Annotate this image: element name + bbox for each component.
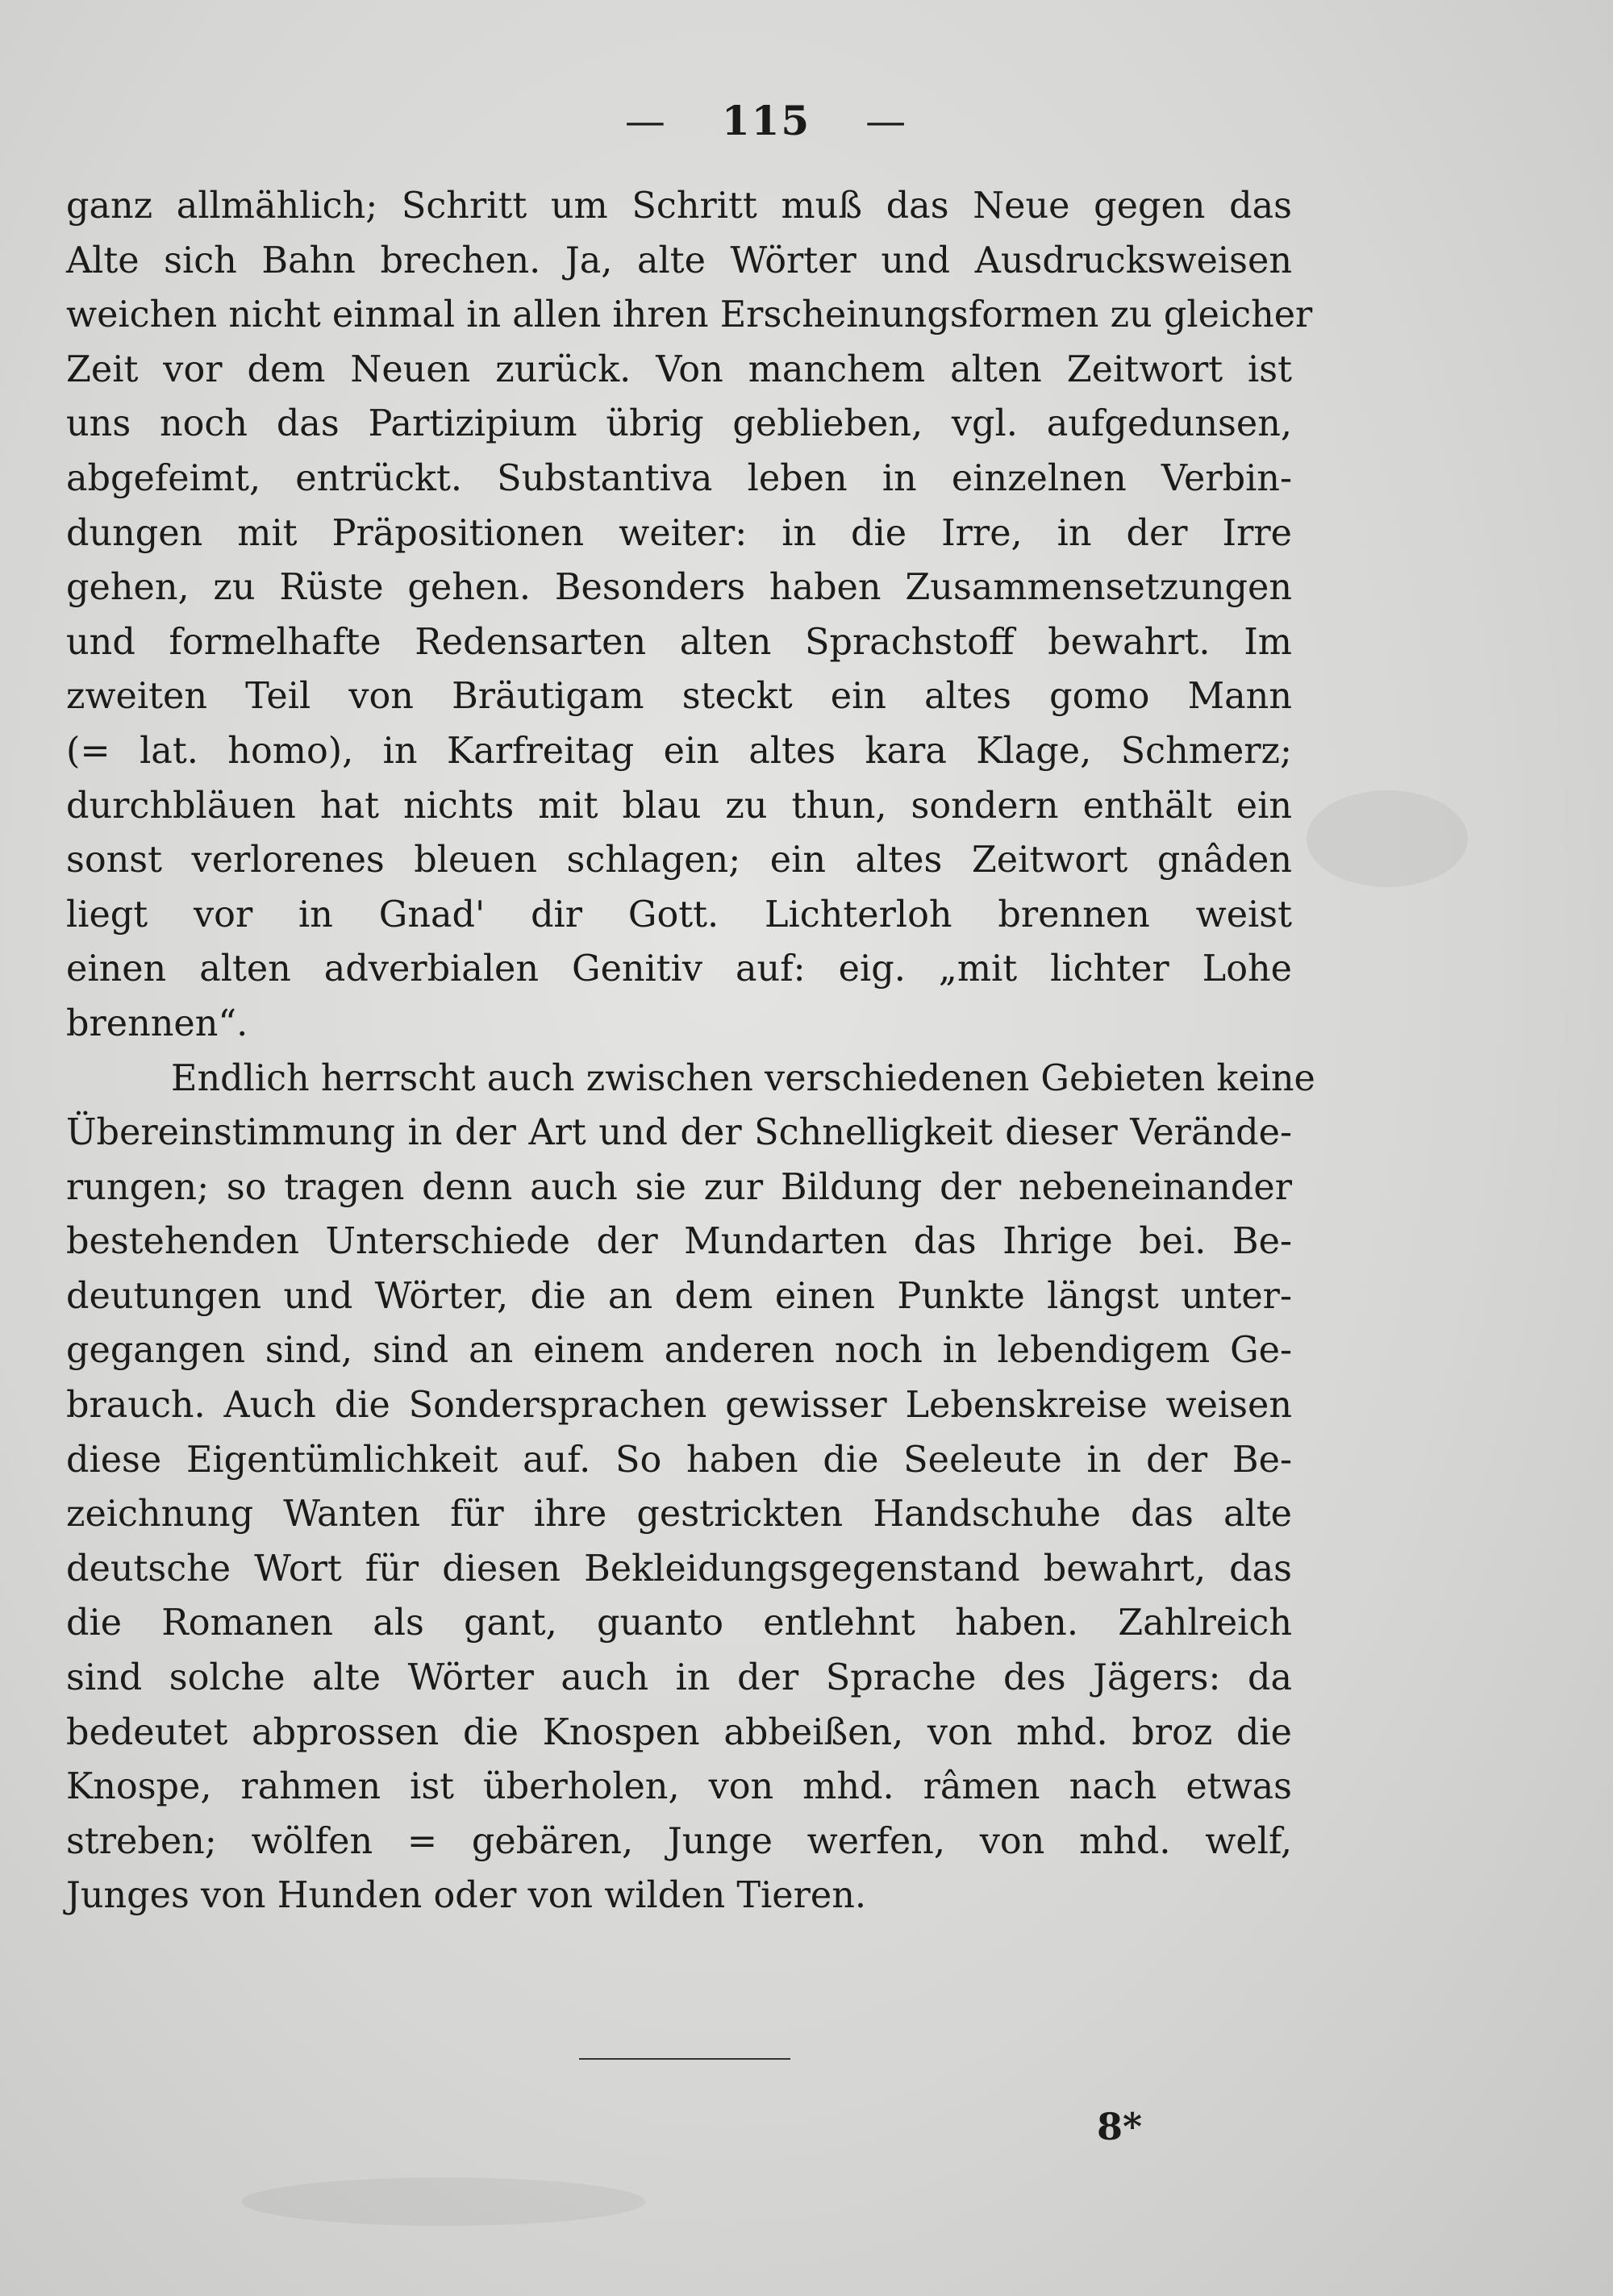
text-line: deutungen und Wörter, die an dem einen Punkte längst unter- xyxy=(66,1275,1292,1317)
body-text xyxy=(66,179,1315,1923)
text-line: bestehenden Unterschiede der Mundarten das Ihrige bei. Be- xyxy=(66,1221,1292,1263)
signature-mark: 8* xyxy=(1097,2105,1143,2148)
text-line: (= lat. homo), in Karfreitag ein altes kara Klage, Schmerz; xyxy=(66,730,1292,772)
text-line: Endlich herrscht auch zwischen verschiedenen Gebieten keine xyxy=(171,1057,1315,1099)
text-line: bedeutet abprossen die Knospen abbeißen, von mhd. broz die xyxy=(66,1711,1292,1753)
text-line: zeichnung Wanten für ihre gestrickten Handschuhe das alte xyxy=(66,1494,1292,1536)
footer-rule xyxy=(579,2058,790,2060)
text-line: durchbläuen hat nichts mit blau zu thun, sondern enthält ein xyxy=(66,785,1292,827)
text-line: Zeit vor dem Neuen zurück. Von manchem alten Zeitwort ist xyxy=(66,348,1292,390)
text-line: die Romanen als gant, guanto entlehnt haben. Zahlreich xyxy=(66,1602,1292,1644)
text-line: streben; wölfen = gebären, Junge werfen, von mhd. welf, xyxy=(66,1820,1292,1862)
text-line: ganz allmählich; Schritt um Schritt muß das Neue gegen das xyxy=(66,185,1292,227)
text-line: abgefeimt, entrückt. Substantiva leben in einzelnen Verbin- xyxy=(66,457,1292,499)
text-line: gehen, zu Rüste gehen. Besonders haben Zusammensetzungen xyxy=(66,567,1292,609)
text-line: diese Eigentümlichkeit auf. So haben die Seeleute in der Be- xyxy=(66,1439,1292,1481)
text-line: Knospe, rahmen ist überholen, von mhd. râmen nach etwas xyxy=(66,1766,1292,1808)
text-line: brauch. Auch die Sondersprachen gewisser Lebenskreise weisen xyxy=(66,1385,1292,1427)
paragraph xyxy=(66,1052,1315,1924)
text-line: sonst verlorenes bleuen schlagen; ein altes Zeitwort gnâden xyxy=(66,840,1292,881)
text-line: Übereinstimmung in der Art und der Schnelligkeit dieser Verände- xyxy=(66,1112,1292,1154)
paragraph xyxy=(66,179,1313,1052)
page-header xyxy=(0,97,1532,144)
text-line: weichen nicht einmal in allen ihren Erscheinungsformen zu gleicher xyxy=(66,294,1313,336)
text-line: gegangen sind, sind an einem anderen noch in lebendigem Ge- xyxy=(66,1330,1292,1372)
text-line: liegt vor in Gnad' dir Gott. Lichterloh brennen weist xyxy=(66,894,1292,935)
text-line: Alte sich Bahn brechen. Ja, alte Wörter und Ausdrucksweisen xyxy=(66,240,1292,281)
text-line: brennen“. xyxy=(66,1002,248,1044)
text-line: Junges von Hunden oder von wilden Tieren. xyxy=(66,1875,867,1917)
text-line: rungen; so tragen denn auch sie zur Bildung der nebeneinander xyxy=(66,1166,1292,1208)
page-number: 115 xyxy=(721,97,811,144)
text-line: deutsche Wort für diesen Bekleidungsgegenstand bewahrt, das xyxy=(66,1548,1292,1590)
text-line: und formelhafte Redensarten alten Sprachstoff bewahrt. Im xyxy=(66,621,1292,663)
text-line: dungen mit Präpositionen weiter: in die Irre, in der Irre xyxy=(66,512,1292,554)
paper-stain xyxy=(1307,790,1468,887)
header-dash-right: — xyxy=(865,98,908,144)
header-dash-left: — xyxy=(624,98,667,144)
text-line: zweiten Teil von Bräutigam steckt ein altes gomo Mann xyxy=(66,676,1292,718)
paper-stain xyxy=(242,2177,645,2226)
text-line: sind solche alte Wörter auch in der Sprache des Jägers: da xyxy=(66,1657,1292,1699)
text-line: uns noch das Partizipium übrig geblieben, vgl. aufgedunsen, xyxy=(66,403,1292,445)
text-line: einen alten adverbialen Genitiv auf: eig. „mit lichter Lohe xyxy=(66,948,1292,990)
